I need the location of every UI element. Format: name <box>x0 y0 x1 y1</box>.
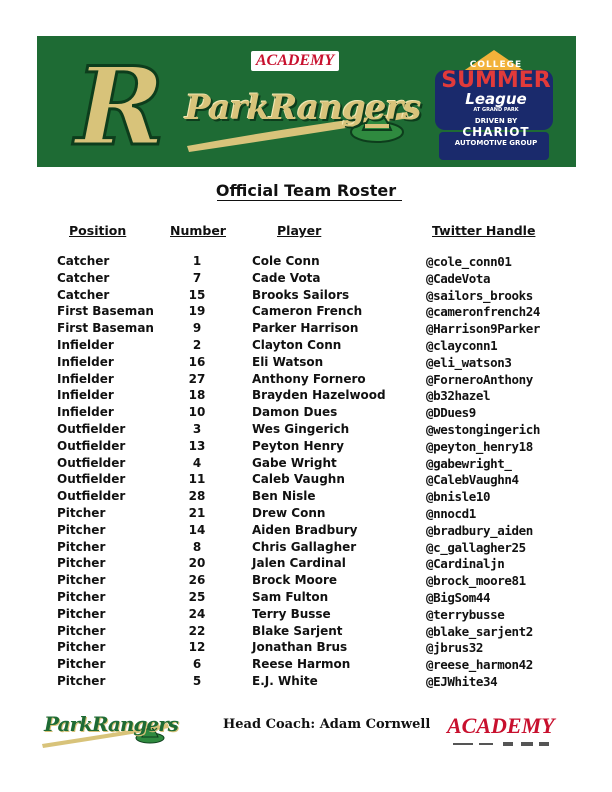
player-cell: Gabe Wright <box>252 455 337 470</box>
position-cell: Infielder <box>57 354 114 369</box>
table-row <box>0 472 612 489</box>
twitter-handle-cell: @CalebVaughn4 <box>426 472 519 488</box>
page-title: Official Team Roster <box>215 181 397 200</box>
number-cell: 1 <box>192 254 202 268</box>
number-cell: 12 <box>188 640 206 655</box>
league-at: AT GRAND PARK <box>473 107 519 113</box>
twitter-handle-cell: @cameronfrench24 <box>426 304 541 320</box>
position-cell: Outfielder <box>57 455 126 470</box>
number-cell: 18 <box>188 388 206 403</box>
header-position: Position <box>69 223 127 238</box>
position-cell: Outfielder <box>57 438 126 453</box>
twitter-handle-cell: @b32hazel <box>426 388 491 404</box>
player-cell: E.J. White <box>252 674 318 688</box>
position-cell: Pitcher <box>57 606 106 621</box>
footer-park-rangers-wordmark: ParkRangers <box>44 712 178 736</box>
number-cell: 2 <box>192 338 202 352</box>
academy-sponsor-logo: ACADEMY <box>251 51 339 71</box>
twitter-handle-cell: @eli_watson3 <box>426 354 512 370</box>
twitter-handle-cell: @terrybusse <box>426 606 505 622</box>
table-row <box>0 573 612 590</box>
table-row <box>0 422 612 439</box>
league-league: League <box>465 90 527 108</box>
position-cell: Infielder <box>57 371 114 386</box>
table-row <box>0 338 612 355</box>
number-cell: 26 <box>188 573 206 588</box>
twitter-handle-cell: @nnocd1 <box>426 506 476 521</box>
position-cell: Infielder <box>57 388 114 403</box>
table-row <box>0 271 612 288</box>
table-row <box>0 254 612 271</box>
number-cell: 10 <box>188 405 206 420</box>
table-row <box>0 372 612 389</box>
league-summer: SUMMER <box>441 68 551 93</box>
player-cell: Parker Harrison <box>252 321 359 336</box>
player-cell: Caleb Vaughn <box>252 472 345 487</box>
player-cell: Sam Fulton <box>252 590 329 604</box>
twitter-handle-cell: @cole_conn01 <box>426 254 512 269</box>
position-cell: Outfielder <box>57 422 126 436</box>
number-cell: 7 <box>192 270 202 285</box>
number-cell: 21 <box>188 506 206 520</box>
number-cell: 19 <box>188 304 206 319</box>
twitter-handle-cell: @Harrison9Parker <box>426 321 541 337</box>
position-cell: Pitcher <box>57 522 106 537</box>
position-cell: Pitcher <box>57 640 106 655</box>
position-cell: Outfielder <box>57 489 126 504</box>
number-cell: 24 <box>188 606 206 621</box>
player-cell: Aiden Bradbury <box>252 522 358 537</box>
number-cell: 22 <box>188 623 206 638</box>
title-underline <box>217 200 402 201</box>
league-automotive: AUTOMOTIVE GROUP <box>454 139 538 147</box>
position-cell: Pitcher <box>57 674 106 688</box>
head-coach: Head Coach: Adam Cornwell <box>223 717 431 732</box>
table-row <box>0 321 612 338</box>
number-cell: 13 <box>188 438 206 453</box>
twitter-handle-cell: @clayconn1 <box>426 338 498 353</box>
twitter-handle-cell: @ForneroAnthony <box>426 371 533 387</box>
table-row <box>0 640 612 657</box>
player-cell: Brayden Hazelwood <box>252 388 386 403</box>
player-cell: Peyton Henry <box>252 438 344 453</box>
table-row <box>0 288 612 305</box>
number-cell: 3 <box>192 422 202 436</box>
number-cell: 11 <box>188 472 206 487</box>
twitter-handle-cell: @blake_sarjent2 <box>426 623 533 639</box>
number-cell: 9 <box>192 321 202 336</box>
position-cell: Pitcher <box>57 539 106 554</box>
summer-league-text <box>437 60 555 147</box>
monogram-letter: R <box>75 46 165 156</box>
league-college: COLLEGE <box>469 60 523 70</box>
player-cell: Drew Conn <box>252 506 326 520</box>
table-row <box>0 388 612 405</box>
position-cell: Pitcher <box>57 573 106 588</box>
table-row <box>0 439 612 456</box>
table-row <box>0 355 612 372</box>
table-row <box>0 405 612 422</box>
position-cell: Infielder <box>57 405 114 420</box>
table-row <box>0 540 612 557</box>
player-cell: Terry Busse <box>252 606 331 621</box>
table-row <box>0 506 612 523</box>
number-cell: 27 <box>188 371 206 386</box>
table-row <box>0 456 612 473</box>
player-cell: Ben Nisle <box>252 489 316 504</box>
header-twitter: Twitter Handle <box>432 223 536 238</box>
player-cell: Brooks Sailors <box>252 287 350 302</box>
player-cell: Anthony Fornero <box>252 371 366 386</box>
table-row <box>0 674 612 691</box>
number-cell: 20 <box>188 556 206 571</box>
player-cell: Blake Sarjent <box>252 623 343 638</box>
footer-academy-logo: ACADEMY <box>447 713 555 738</box>
twitter-handle-cell: @DDues9 <box>426 405 476 421</box>
number-cell: 4 <box>192 455 202 470</box>
r-monogram-logo <box>67 46 167 156</box>
twitter-handle-cell: @bnisle10 <box>426 489 491 505</box>
twitter-handle-cell: @westongingerich <box>426 422 541 437</box>
position-cell: Pitcher <box>57 506 106 520</box>
number-cell: 28 <box>188 489 206 504</box>
position-cell: Catcher <box>57 270 110 285</box>
header-number: Number <box>170 223 226 238</box>
player-cell: Cade Vota <box>252 270 321 285</box>
twitter-handle-cell: @brock_moore81 <box>426 573 526 589</box>
twitter-handle-cell: @gabewright_ <box>426 455 512 471</box>
position-cell: Pitcher <box>57 657 106 672</box>
position-cell: First Baseman <box>57 304 154 319</box>
number-cell: 5 <box>192 674 202 688</box>
player-cell: Cole Conn <box>252 254 320 268</box>
player-cell: Clayton Conn <box>252 338 342 352</box>
twitter-handle-cell: @c_gallagher25 <box>426 539 526 555</box>
number-cell: 14 <box>188 522 206 537</box>
position-cell: Catcher <box>57 254 110 268</box>
player-cell: Brock Moore <box>252 573 338 588</box>
twitter-handle-cell: @Cardinaljn <box>426 556 505 572</box>
table-row <box>0 489 612 506</box>
number-cell: 15 <box>188 287 206 302</box>
player-cell: Wes Gingerich <box>252 422 350 436</box>
park-rangers-wordmark: ParkRangers <box>185 88 421 128</box>
header-banner <box>37 36 576 167</box>
table-row <box>0 556 612 573</box>
twitter-handle-cell: @reese_harmon42 <box>426 657 533 673</box>
player-cell: Eli Watson <box>252 354 324 369</box>
position-cell: Pitcher <box>57 556 106 571</box>
number-cell: 25 <box>188 590 206 604</box>
position-cell: First Baseman <box>57 321 154 336</box>
twitter-handle-cell: @bradbury_aiden <box>426 522 533 538</box>
position-cell: Infielder <box>57 338 114 352</box>
header-player: Player <box>277 223 322 238</box>
position-cell: Pitcher <box>57 590 106 604</box>
number-cell: 8 <box>192 539 202 554</box>
position-cell: Outfielder <box>57 472 126 487</box>
league-driven-by: DRIVEN BY <box>474 117 518 125</box>
table-row <box>0 523 612 540</box>
number-cell: 16 <box>188 354 206 369</box>
number-cell: 6 <box>192 657 202 672</box>
table-row <box>0 304 612 321</box>
twitter-handle-cell: @EJWhite34 <box>426 674 498 689</box>
player-cell: Jonathan Brus <box>252 640 348 655</box>
position-cell: Pitcher <box>57 623 106 638</box>
twitter-handle-cell: @BigSom44 <box>426 590 491 605</box>
table-row <box>0 657 612 674</box>
position-cell: Catcher <box>57 287 110 302</box>
player-cell: Chris Gallagher <box>252 539 357 554</box>
table-row <box>0 624 612 641</box>
player-cell: Jalen Cardinal <box>252 556 346 571</box>
twitter-handle-cell: @sailors_brooks <box>426 287 533 303</box>
auto-brand-logos <box>447 740 553 748</box>
table-row <box>0 590 612 607</box>
table-row <box>0 607 612 624</box>
player-cell: Reese Harmon <box>252 657 351 672</box>
league-chariot: CHARIOT <box>462 125 530 139</box>
player-cell: Cameron French <box>252 304 363 319</box>
player-cell: Damon Dues <box>252 405 338 420</box>
twitter-handle-cell: @CadeVota <box>426 270 491 286</box>
twitter-handle-cell: @jbrus32 <box>426 640 484 656</box>
twitter-handle-cell: @peyton_henry18 <box>426 438 533 454</box>
